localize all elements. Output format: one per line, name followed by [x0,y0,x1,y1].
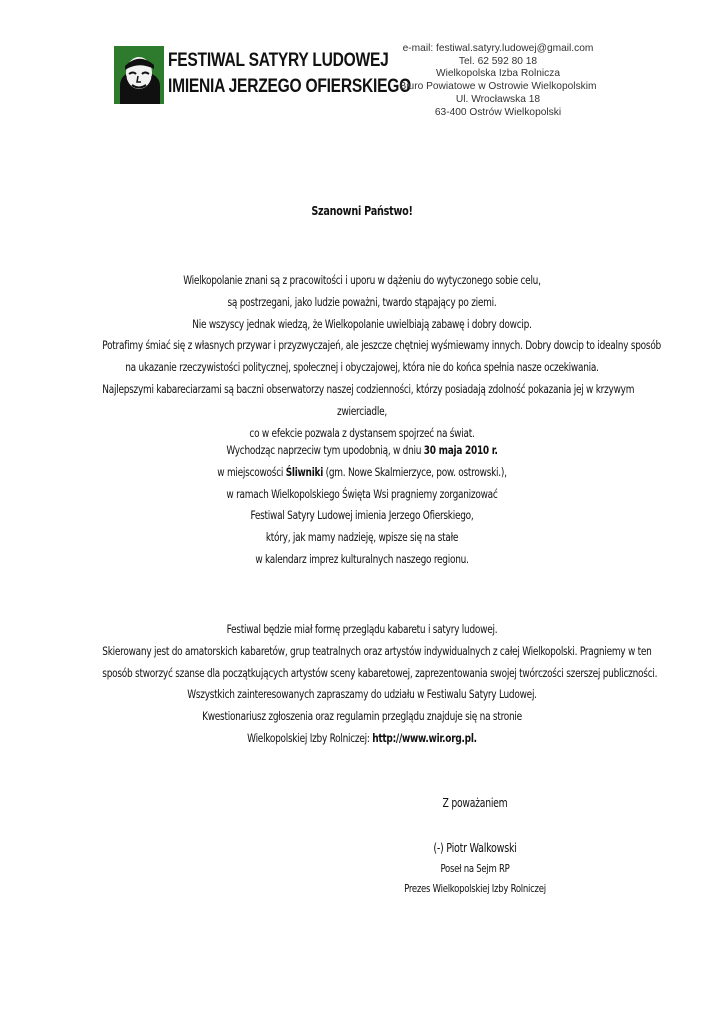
salutation [60,200,664,222]
text-line: w ramach Wielkopolskiego Święta Wsi pragniemy zorganizować [226,486,498,501]
text-line: Wielkopolanie znani są z pracowitości i uporu w dążeniu do wytyczonego sobie celu, [183,273,541,287]
signatory-title: Poseł na Sejm RP [440,862,510,875]
closing [360,796,590,810]
signatory-name: (-) Piotr Walkowski [433,840,517,855]
text-line: są postrzegani, jako ludzie poważni, twardo stąpający po ziemi. [227,294,497,309]
event-date: 30 maja 2010 r. [423,443,498,457]
event-place-line [102,462,621,484]
text-line: który, jak mamy nadzieję, wpisze się na stałe [265,530,459,545]
signature-name [360,840,590,855]
paragraph-festival [60,619,664,750]
text-line: w kalendarz imprez kulturalnych naszego regionu. [255,551,469,566]
paragraph-intro [60,270,664,444]
text-line: co w efekcie pozwala z dystansem spojrzeć na świat. [249,425,475,440]
text-span: Wielkopolskiej Izby Rolniczej: [247,730,373,745]
signature-title2 [360,882,590,895]
signatory-position: Prezes Wielkopolskiej Izby Rolniczej [404,882,546,895]
text-line: Skierowany jest do amatorskich kabaretów, grup teatralnych oraz artystów indywidualnych z całej Wielkopolski. Pragniemy w ten [102,643,652,658]
text-line: Potrafimy śmiać się z własnych przywar i przyzwyczajeń, ale jeszcze chętniej wyśmiewamy innych. Dobry dowcip to idealny sposób [102,338,661,353]
logo-title-line2: IMIENIA JERZEGO OFIERSKIEGO [168,76,411,97]
text-line: Festiwal Satyry Ludowej imienia Jerzego Ofierskiego, [250,508,474,523]
text-line: Nie wszyscy jednak wiedzą, że Wielkopolanie uwielbiają zabawę i dobry dowcip. [192,316,532,331]
logo-title [168,48,411,104]
contact-info [378,43,618,119]
contact-office: Biuro Powiatowe w Ostrowie Wielkopolskim [399,81,597,93]
text-span: (gm. Nowe Skalmierzyce, pow. ostrowski.), [323,464,507,479]
contact-email: e-mail: festiwal.satyry.ludowej@gmail.com [402,43,594,54]
text-span: Wychodząc naprzeciw tym upodobnią, w dniu [226,443,424,457]
contact-city: 63-400 Ostrów Wielkopolski [434,106,562,118]
portrait-logo-image [114,46,164,104]
website-line [102,728,621,750]
contact-phone: Tel. 62 592 80 18 [458,55,538,67]
event-place: Śliwniki [285,464,324,479]
contact-org: Wielkopolska Izba Rolnicza [435,68,560,80]
text-line: Kwestionariusz zgłoszenia oraz regulamin przeglądu znajduje się na stronie [202,709,522,724]
salutation-text: Szanowni Państwo! [311,203,413,218]
text-line: na ukazanie rzeczywistości politycznej, społecznej i obyczajowej, która nie do końca spełnia nasze oczekiwania. [125,360,599,375]
contact-street: Ul. Wrocławska 18 [455,93,541,105]
text-line: Najlepszymi kabareciarzami są baczni obserwatorzy naszej codzienności, którzy posiadają zdolność pokazania jej w krzywym [102,381,635,396]
text-line: zwierciadle, [337,403,387,418]
text-line: sposób stworzyć szanse dla początkujących artystów sceny kabaretowej, zaprezentowania swojej twórczości szerszej publiczności. [102,665,658,680]
closing-text: Z poważaniem [442,796,508,810]
text-span: w miejscowości [217,464,286,479]
event-date-line [102,440,621,462]
logo-title-line1: FESTIWAL SATYRY LUDOWEJ [168,50,389,71]
website-link[interactable]: http://www.wir.org.pl. [372,730,477,745]
text-line: Wszystkich zainteresowanych zapraszamy do udziału w Festiwalu Satyry Ludowej. [187,687,537,702]
paragraph-event [60,440,664,571]
text-line: Festiwal będzie miał formę przeglądu kabaretu i satyry ludowej. [226,622,498,636]
signature-title1 [360,862,590,875]
festival-logo [114,46,411,114]
